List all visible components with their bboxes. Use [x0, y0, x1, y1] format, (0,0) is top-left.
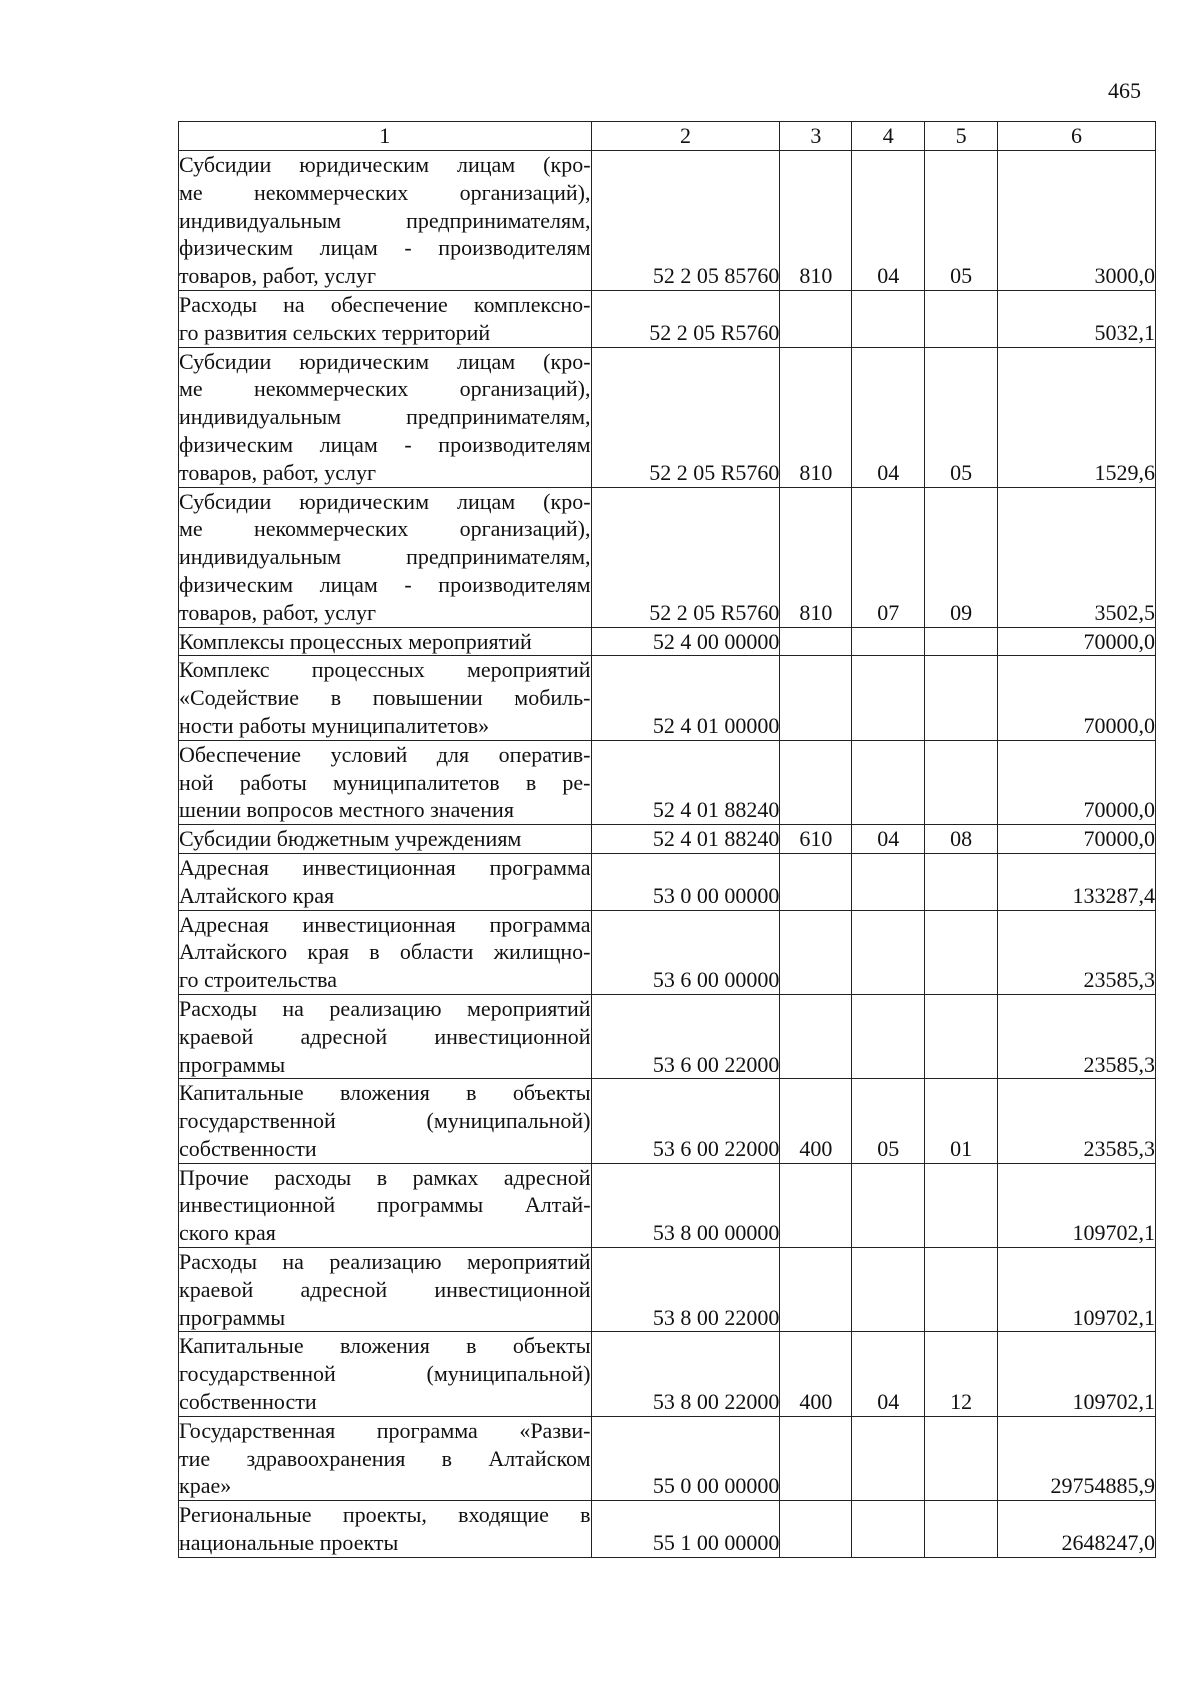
- row-code: 55 1 00 00000: [591, 1501, 780, 1558]
- description-line: Алтайского края: [179, 882, 335, 908]
- description-line: Субсидии бюджетным учреждениям: [179, 826, 522, 852]
- table-row: [179, 910, 1156, 994]
- row-amount: 3000,0: [998, 151, 1156, 291]
- table-row: [179, 1332, 1156, 1416]
- row-col-5: [925, 290, 998, 347]
- row-col-3: [780, 656, 852, 740]
- description-line: собственности: [179, 1135, 317, 1161]
- page-number: 465: [1108, 78, 1141, 103]
- row-code: 52 2 05 R5760: [591, 347, 780, 487]
- description-line: краевой адресной инвестиционной: [179, 1276, 591, 1302]
- row-code: 52 4 01 88240: [591, 740, 780, 824]
- row-col-5: 09: [925, 487, 998, 627]
- description-line: собственности: [179, 1389, 317, 1415]
- description-line: государственной (муниципальной): [179, 1361, 591, 1387]
- row-description: [179, 1501, 592, 1558]
- row-col-5: [925, 1416, 998, 1500]
- row-description: [179, 627, 592, 656]
- row-code: 52 4 01 00000: [591, 656, 780, 740]
- row-col-4: [852, 656, 925, 740]
- row-col-5: [925, 740, 998, 824]
- row-description: [179, 1332, 592, 1416]
- row-col-3: 810: [780, 347, 852, 487]
- table-row: [179, 1163, 1156, 1247]
- description-line: Алтайского края в области жилищно-: [179, 939, 591, 965]
- table-row: [179, 347, 1156, 487]
- description-line: краевой адресной инвестиционной: [179, 1023, 591, 1049]
- budget-table: [178, 121, 1156, 1558]
- description-line: ной работы муниципалитетов в ре-: [179, 769, 591, 795]
- header-col-4: 4: [852, 122, 925, 151]
- row-description: [179, 347, 592, 487]
- description-line: программы: [179, 1051, 286, 1077]
- description-line: национальные проекты: [179, 1530, 399, 1556]
- description-line: индивидуальным предпринимателям,: [179, 207, 591, 233]
- row-amount: 70000,0: [998, 740, 1156, 824]
- description-line: физическим лицам - производителям: [179, 235, 591, 261]
- description-line: Расходы на реализацию мероприятий: [179, 995, 591, 1021]
- row-col-3: [780, 994, 852, 1078]
- description-line: Субсидии юридическим лицам (кро-: [179, 152, 591, 177]
- description-line: ме некоммерческих организаций),: [179, 516, 591, 542]
- row-amount: 109702,1: [998, 1163, 1156, 1247]
- description-line: Капитальные вложения в объекты: [179, 1333, 591, 1359]
- description-line: ности работы муниципалитетов»: [179, 712, 490, 738]
- row-col-5: 05: [925, 151, 998, 291]
- row-code: 52 4 01 88240: [591, 825, 780, 854]
- row-description: [179, 994, 592, 1078]
- row-col-4: [852, 1248, 925, 1332]
- row-description: [179, 1079, 592, 1163]
- row-col-4: [852, 994, 925, 1078]
- row-code: 52 2 05 R5760: [591, 487, 780, 627]
- row-col-3: 810: [780, 487, 852, 627]
- row-col-5: [925, 910, 998, 994]
- description-line: Государственная программа «Разви-: [179, 1417, 591, 1443]
- row-amount: 23585,3: [998, 910, 1156, 994]
- row-description: [179, 151, 592, 291]
- row-col-5: [925, 627, 998, 656]
- row-amount: 109702,1: [998, 1332, 1156, 1416]
- row-col-4: [852, 853, 925, 910]
- header-row: [179, 122, 1156, 151]
- row-col-3: [780, 627, 852, 656]
- row-amount: 70000,0: [998, 825, 1156, 854]
- table-row: [179, 853, 1156, 910]
- row-col-3: [780, 910, 852, 994]
- row-col-5: 01: [925, 1079, 998, 1163]
- row-amount: 70000,0: [998, 627, 1156, 656]
- table-row: [179, 740, 1156, 824]
- row-col-4: [852, 627, 925, 656]
- description-line: шении вопросов местного значения: [179, 797, 514, 823]
- description-line: го строительства: [179, 967, 338, 993]
- row-col-4: [852, 740, 925, 824]
- table-row: [179, 1248, 1156, 1332]
- description-line: индивидуальным предпринимателям,: [179, 404, 591, 430]
- description-line: Комплексы процессных мероприятий: [179, 628, 532, 654]
- row-code: 53 8 00 22000: [591, 1332, 780, 1416]
- description-line: Региональные проекты, входящие в: [179, 1502, 591, 1528]
- description-line: го развития сельских территорий: [179, 319, 491, 345]
- row-col-5: [925, 656, 998, 740]
- row-description: [179, 910, 592, 994]
- row-col-5: 05: [925, 347, 998, 487]
- table-row: [179, 151, 1156, 291]
- header-col-6: 6: [998, 122, 1156, 151]
- row-amount: 1529,6: [998, 347, 1156, 487]
- row-code: 53 6 00 22000: [591, 994, 780, 1078]
- description-line: инвестиционной программы Алтай-: [179, 1192, 591, 1218]
- description-line: Адресная инвестиционная программа: [179, 854, 591, 880]
- row-col-3: [780, 290, 852, 347]
- description-line: товаров, работ, услуг: [179, 459, 376, 485]
- header-col-1: 1: [179, 122, 592, 151]
- row-code: 55 0 00 00000: [591, 1416, 780, 1500]
- row-amount: 109702,1: [998, 1248, 1156, 1332]
- row-col-4: 04: [852, 347, 925, 487]
- description-line: Капитальные вложения в объекты: [179, 1080, 591, 1106]
- row-code: 53 8 00 00000: [591, 1163, 780, 1247]
- row-description: [179, 487, 592, 627]
- row-description: [179, 853, 592, 910]
- row-description: [179, 1163, 592, 1247]
- description-line: ме некоммерческих организаций),: [179, 376, 591, 402]
- row-amount: 3502,5: [998, 487, 1156, 627]
- description-line: «Содействие в повышении мобиль-: [179, 685, 591, 711]
- row-code: 53 8 00 22000: [591, 1248, 780, 1332]
- header-col-2: 2: [591, 122, 780, 151]
- row-col-4: [852, 290, 925, 347]
- description-line: ме некоммерческих организаций),: [179, 179, 591, 205]
- row-amount: 2648247,0: [998, 1501, 1156, 1558]
- row-col-3: [780, 853, 852, 910]
- row-col-5: [925, 853, 998, 910]
- row-col-3: [780, 1416, 852, 1500]
- row-code: 53 6 00 22000: [591, 1079, 780, 1163]
- row-description: [179, 656, 592, 740]
- row-col-3: [780, 1501, 852, 1558]
- row-col-5: [925, 994, 998, 1078]
- row-col-3: 810: [780, 151, 852, 291]
- row-col-4: 04: [852, 825, 925, 854]
- table-row: [179, 825, 1156, 854]
- description-line: Расходы на реализацию мероприятий: [179, 1249, 591, 1275]
- table-row: [179, 487, 1156, 627]
- row-description: [179, 825, 592, 854]
- table-row: [179, 656, 1156, 740]
- row-col-4: 05: [852, 1079, 925, 1163]
- description-line: Субсидии юридическим лицам (кро-: [179, 348, 591, 374]
- table-row: [179, 1501, 1156, 1558]
- row-col-5: [925, 1163, 998, 1247]
- row-col-5: 12: [925, 1332, 998, 1416]
- description-line: индивидуальным предпринимателям,: [179, 544, 591, 570]
- row-col-3: 400: [780, 1332, 852, 1416]
- table-row: [179, 1416, 1156, 1500]
- description-line: Обеспечение условий для оператив-: [179, 741, 591, 767]
- description-line: физическим лицам - производителям: [179, 431, 591, 457]
- row-description: [179, 1416, 592, 1500]
- row-col-4: [852, 1501, 925, 1558]
- row-description: [179, 740, 592, 824]
- description-line: Прочие расходы в рамках адресной: [179, 1164, 591, 1190]
- description-line: Комплекс процессных мероприятий: [179, 657, 591, 683]
- table-row: [179, 994, 1156, 1078]
- row-amount: 5032,1: [998, 290, 1156, 347]
- row-description: [179, 290, 592, 347]
- header-col-3: 3: [780, 122, 852, 151]
- row-amount: 133287,4: [998, 853, 1156, 910]
- row-col-4: 04: [852, 151, 925, 291]
- description-line: Расходы на обеспечение комплексно-: [179, 291, 591, 317]
- row-code: 53 6 00 00000: [591, 910, 780, 994]
- row-amount: 23585,3: [998, 994, 1156, 1078]
- row-col-3: 400: [780, 1079, 852, 1163]
- description-line: товаров, работ, услуг: [179, 263, 376, 289]
- description-line: физическим лицам - производителям: [179, 571, 591, 597]
- row-code: 52 4 00 00000: [591, 627, 780, 656]
- row-col-5: 08: [925, 825, 998, 854]
- description-line: тие здравоохранения в Алтайском: [179, 1445, 591, 1471]
- description-line: государственной (муниципальной): [179, 1108, 591, 1134]
- row-col-5: [925, 1248, 998, 1332]
- description-line: Субсидии юридическим лицам (кро-: [179, 488, 591, 514]
- description-line: товаров, работ, услуг: [179, 599, 376, 625]
- row-amount: 70000,0: [998, 656, 1156, 740]
- description-line: крае»: [179, 1473, 232, 1499]
- row-amount: 29754885,9: [998, 1416, 1156, 1500]
- row-col-5: [925, 1501, 998, 1558]
- row-col-4: [852, 910, 925, 994]
- row-col-3: [780, 740, 852, 824]
- row-col-3: [780, 1163, 852, 1247]
- table-row: [179, 290, 1156, 347]
- header-col-5: 5: [925, 122, 998, 151]
- table-row: [179, 627, 1156, 656]
- description-line: ского края: [179, 1220, 276, 1246]
- row-col-4: 04: [852, 1332, 925, 1416]
- table-body: [179, 151, 1156, 1558]
- description-line: программы: [179, 1304, 286, 1330]
- row-col-3: [780, 1248, 852, 1332]
- row-col-3: 610: [780, 825, 852, 854]
- row-code: 53 0 00 00000: [591, 853, 780, 910]
- row-code: 52 2 05 85760: [591, 151, 780, 291]
- row-amount: 23585,3: [998, 1079, 1156, 1163]
- table-row: [179, 1079, 1156, 1163]
- row-col-4: 07: [852, 487, 925, 627]
- row-col-4: [852, 1416, 925, 1500]
- row-code: 52 2 05 R5760: [591, 290, 780, 347]
- row-col-4: [852, 1163, 925, 1247]
- description-line: Адресная инвестиционная программа: [179, 911, 591, 937]
- row-description: [179, 1248, 592, 1332]
